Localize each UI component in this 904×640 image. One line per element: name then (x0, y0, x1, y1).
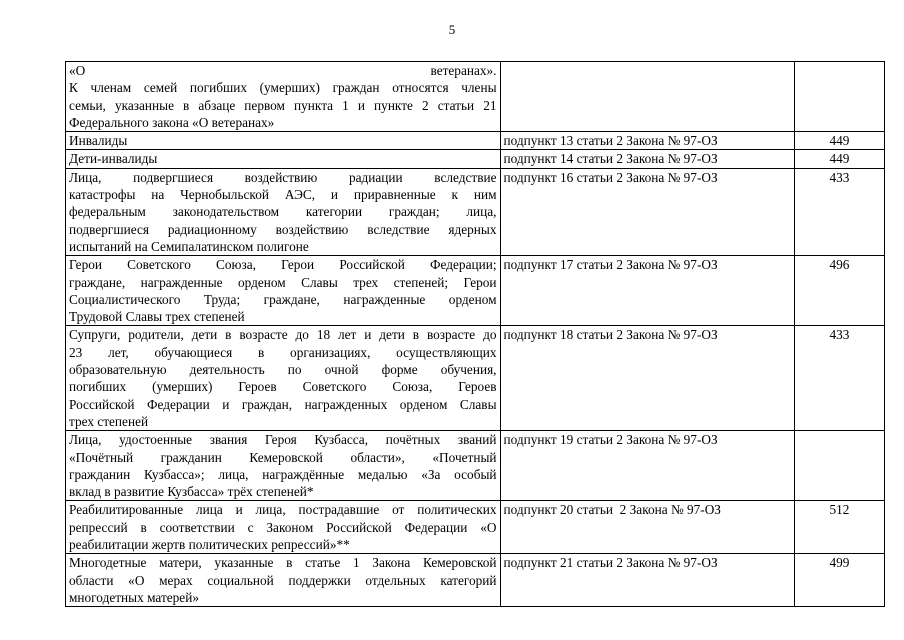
category-cell (66, 150, 501, 168)
category-line: семьи, указанные в абзаце первом пункта 1 и пункте 2 статьи 21 (69, 97, 497, 113)
category-line: федеральным законодательством категории граждан; лица, (69, 204, 497, 220)
table-row (66, 326, 885, 431)
table-row (66, 168, 885, 255)
category-line: многодетных матерей» (69, 589, 199, 605)
code-cell: 433 (794, 326, 884, 431)
category-line: 23 лет, обучающиеся в организациях, осуществляющих (69, 344, 497, 360)
legal-basis-cell: подпункт 13 статьи 2 Закона № 97-ОЗ (500, 132, 794, 150)
category-line: Федерального закона «О ветеранах» (69, 114, 275, 130)
category-cell (66, 132, 501, 150)
table-row (66, 132, 885, 150)
table-row (66, 501, 885, 554)
category-line: Лица, подвергшиеся воздействию радиации вследствие (69, 169, 497, 185)
category-line: испытаний на Семипалатинском полигоне (69, 238, 309, 254)
legal-basis-cell: подпункт 14 статьи 2 Закона № 97-ОЗ (500, 150, 794, 168)
category-line: Герои Советского Союза, Герои Российской Федерации; (69, 257, 497, 273)
legal-basis-cell (500, 62, 794, 132)
category-line: Многодетные матери, указанные в статье 1 Закона Кемеровской (69, 555, 497, 571)
category-cell (66, 168, 501, 255)
category-cell (66, 62, 501, 132)
category-line: К членам семей погибших (умерших) граждан относятся члены (69, 80, 497, 96)
code-cell: 449 (794, 150, 884, 168)
category-cell (66, 256, 501, 326)
category-line: Супруги, родители, дети в возрасте до 18 лет и дети в возрасте до (69, 327, 497, 343)
table-row (66, 62, 885, 132)
table-row (66, 431, 885, 501)
legal-basis-cell: подпункт 16 статьи 2 Закона № 97-ОЗ (500, 168, 794, 255)
table-row (66, 256, 885, 326)
code-cell: 433 (794, 168, 884, 255)
category-line: «Почётный гражданин Кемеровской области», «Почетный (69, 449, 497, 465)
category-line: Российской Федерации и граждан, награжденных орденом Славы (69, 396, 497, 412)
category-line: Лица, удостоенные звания Героя Кузбасса, почётных званий (69, 432, 497, 448)
benefits-table (65, 61, 885, 607)
category-line: Социалистического Труда; граждане, награжденные орденом (69, 291, 497, 307)
category-line: Дети-инвалиды (69, 151, 158, 167)
category-line: гражданин Кузбасса»; лица, награждённые медалью «За особый (69, 466, 497, 482)
category-line: погибших (умерших) Героев Советского Союза, Героев (69, 379, 497, 395)
code-cell: 499 (794, 554, 884, 607)
code-cell: 512 (794, 501, 884, 554)
table-body (66, 62, 885, 607)
category-line: реабилитации жертв политических репрессий»** (69, 537, 350, 553)
category-line: «О ветеранах». (69, 63, 497, 78)
category-cell (66, 501, 501, 554)
page-number: 5 (448, 22, 456, 37)
legal-basis-cell: подпункт 21 статьи 2 Закона № 97-ОЗ (500, 554, 794, 607)
code-cell: 496 (794, 256, 884, 326)
category-line: Трудовой Славы трех степеней (69, 309, 245, 325)
code-cell: 449 (794, 132, 884, 150)
legal-basis-cell: подпункт 18 статьи 2 Закона № 97-ОЗ (500, 326, 794, 431)
category-line: области «О мерах социальной поддержки отдельных категорий (69, 572, 497, 588)
table-row (66, 554, 885, 607)
category-cell (66, 326, 501, 431)
category-cell (66, 431, 501, 501)
legal-basis-cell: подпункт 17 статьи 2 Закона № 97-ОЗ (500, 256, 794, 326)
legal-basis-cell: подпункт 20 статьи 2 Закона № 97-ОЗ (500, 501, 794, 554)
category-line: репрессий в соответствии с Законом Российской Федерации «О (69, 519, 497, 535)
category-line: Инвалиды (69, 133, 128, 149)
table-row (66, 150, 885, 168)
code-cell (794, 431, 884, 501)
legal-basis-cell: подпункт 19 статьи 2 Закона № 97-ОЗ (500, 431, 794, 501)
category-line: образовательную деятельность по очной форме обучения, (69, 362, 497, 378)
category-line: вклад в развитие Кузбасса» трёх степеней* (69, 484, 314, 500)
category-line: трех степеней (69, 413, 149, 429)
code-cell (794, 62, 884, 132)
category-line: граждане, награжденные орденом Славы трех степеней; Герои (69, 274, 497, 290)
category-cell (66, 554, 501, 607)
category-line: подвергшиеся радиационному воздействию вследствие ядерных (69, 221, 497, 237)
category-line: Реабилитированные лица и лица, пострадавшие от политических (69, 502, 497, 518)
category-line: катастрофы на Чернобыльской АЭС, и приравненные к ним (69, 187, 497, 203)
